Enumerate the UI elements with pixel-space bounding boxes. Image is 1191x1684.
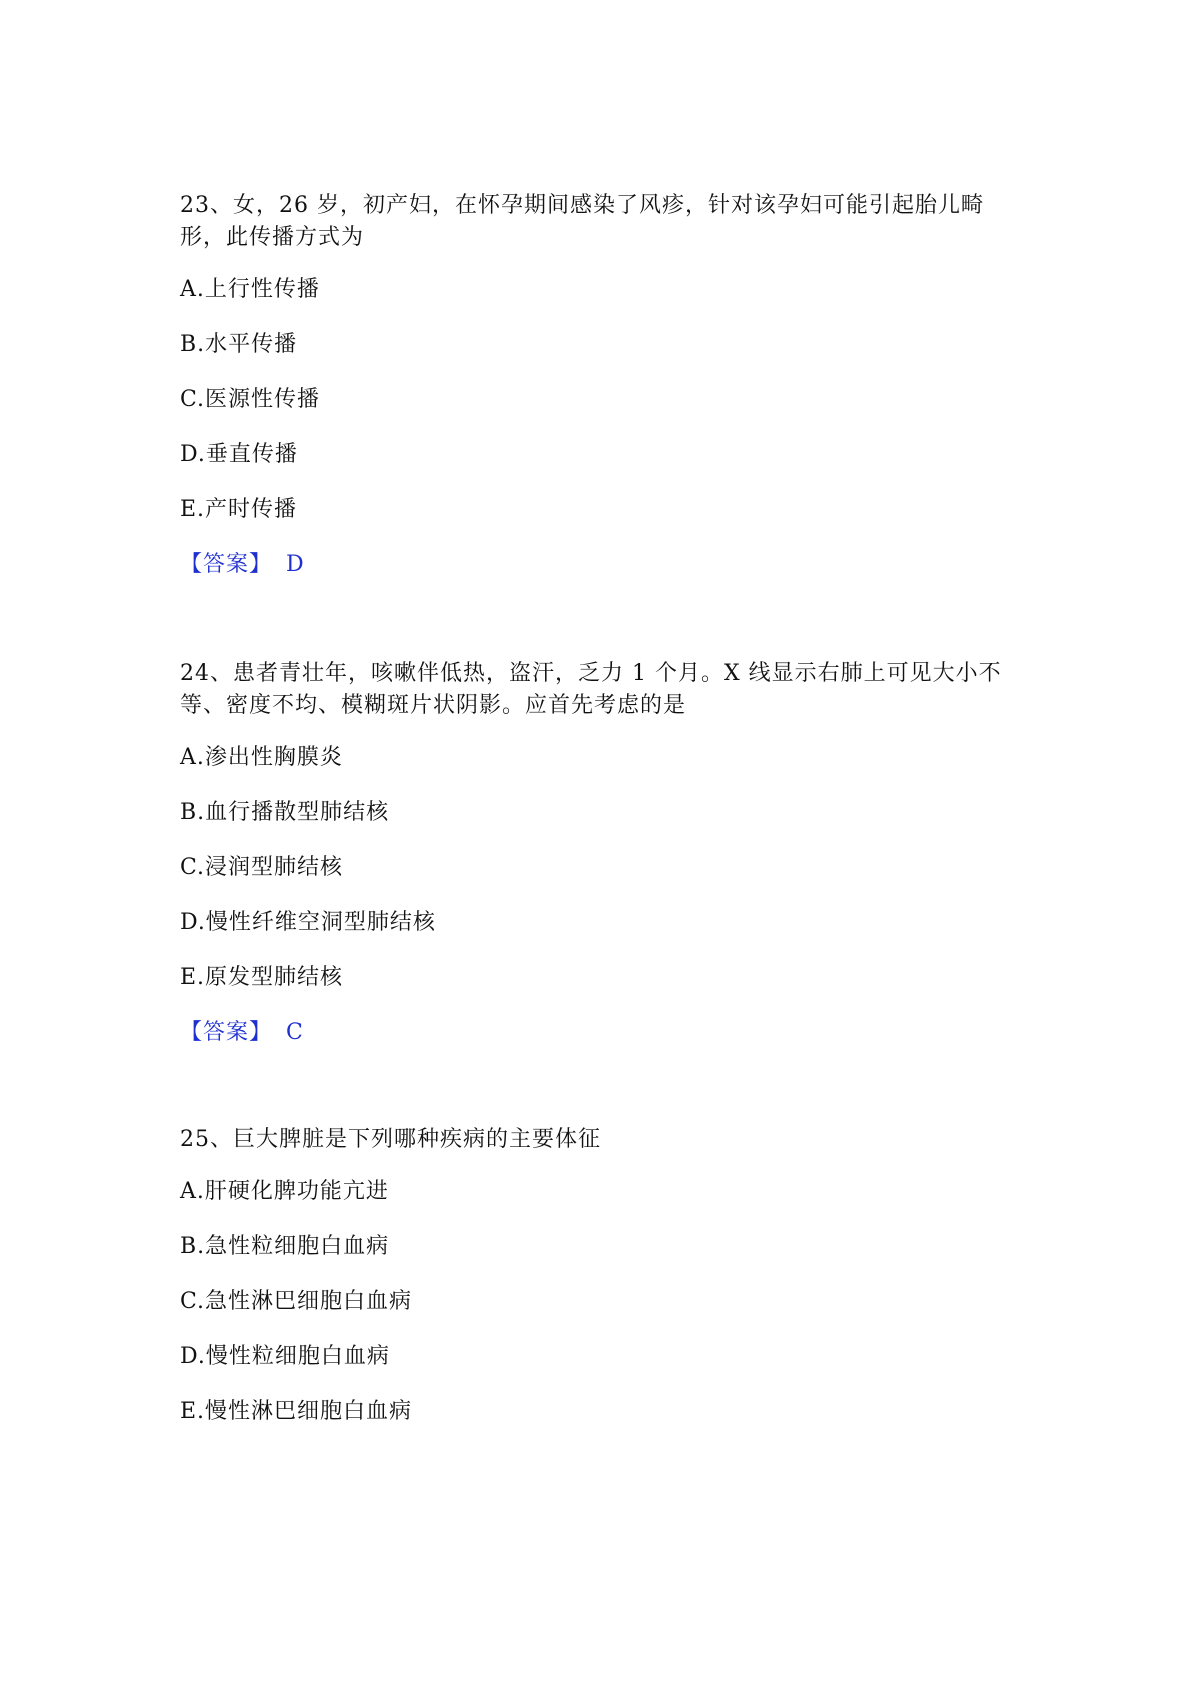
answer-label: 【答案】 — [180, 552, 273, 577]
option-e: E.慢性淋巴细胞白血病 — [180, 1399, 413, 1424]
option-a: A.渗出性胸膜炎 — [180, 745, 343, 770]
option-d: D.慢性粒细胞白血病 — [180, 1344, 390, 1369]
option-c: C.急性淋巴细胞白血病 — [180, 1289, 413, 1314]
option-e: E.产时传播 — [180, 497, 298, 522]
answer-line — [180, 1017, 304, 1049]
option-b: B.血行播散型肺结核 — [180, 800, 390, 825]
option-b: B.水平传播 — [180, 332, 298, 357]
question-23 — [180, 190, 1020, 577]
option-d: D.慢性纤维空洞型肺结核 — [180, 910, 436, 935]
question-stem: 23、女，26 岁，初产妇，在怀孕期间感染了风疹，针对该孕妇可能引起胎儿畸形，此传播方式为 — [180, 193, 984, 250]
question-25 — [180, 1124, 1020, 1424]
question-stem: 24、患者青壮年，咳嗽伴低热，盗汗，乏力 1 个月。X 线显示右肺上可见大小不等、密度不均、模糊斑片状阴影。应首先考虑的是 — [180, 661, 1002, 718]
option-a: A.肝硬化脾功能亢进 — [180, 1179, 389, 1204]
question-24 — [180, 658, 1020, 1045]
question-stem: 25、巨大脾脏是下列哪种疾病的主要体征 — [180, 1127, 601, 1152]
answer-value: D — [286, 552, 305, 577]
answer-line — [180, 549, 305, 581]
option-a: A.上行性传播 — [180, 277, 320, 302]
option-e: E.原发型肺结核 — [180, 965, 344, 990]
answer-label: 【答案】 — [180, 1020, 273, 1045]
option-b: B.急性粒细胞白血病 — [180, 1234, 390, 1259]
option-c: C.浸润型肺结核 — [180, 855, 344, 880]
option-c: C.医源性传播 — [180, 387, 321, 412]
answer-value: C — [286, 1020, 304, 1045]
option-d: D.垂直传播 — [180, 442, 298, 467]
